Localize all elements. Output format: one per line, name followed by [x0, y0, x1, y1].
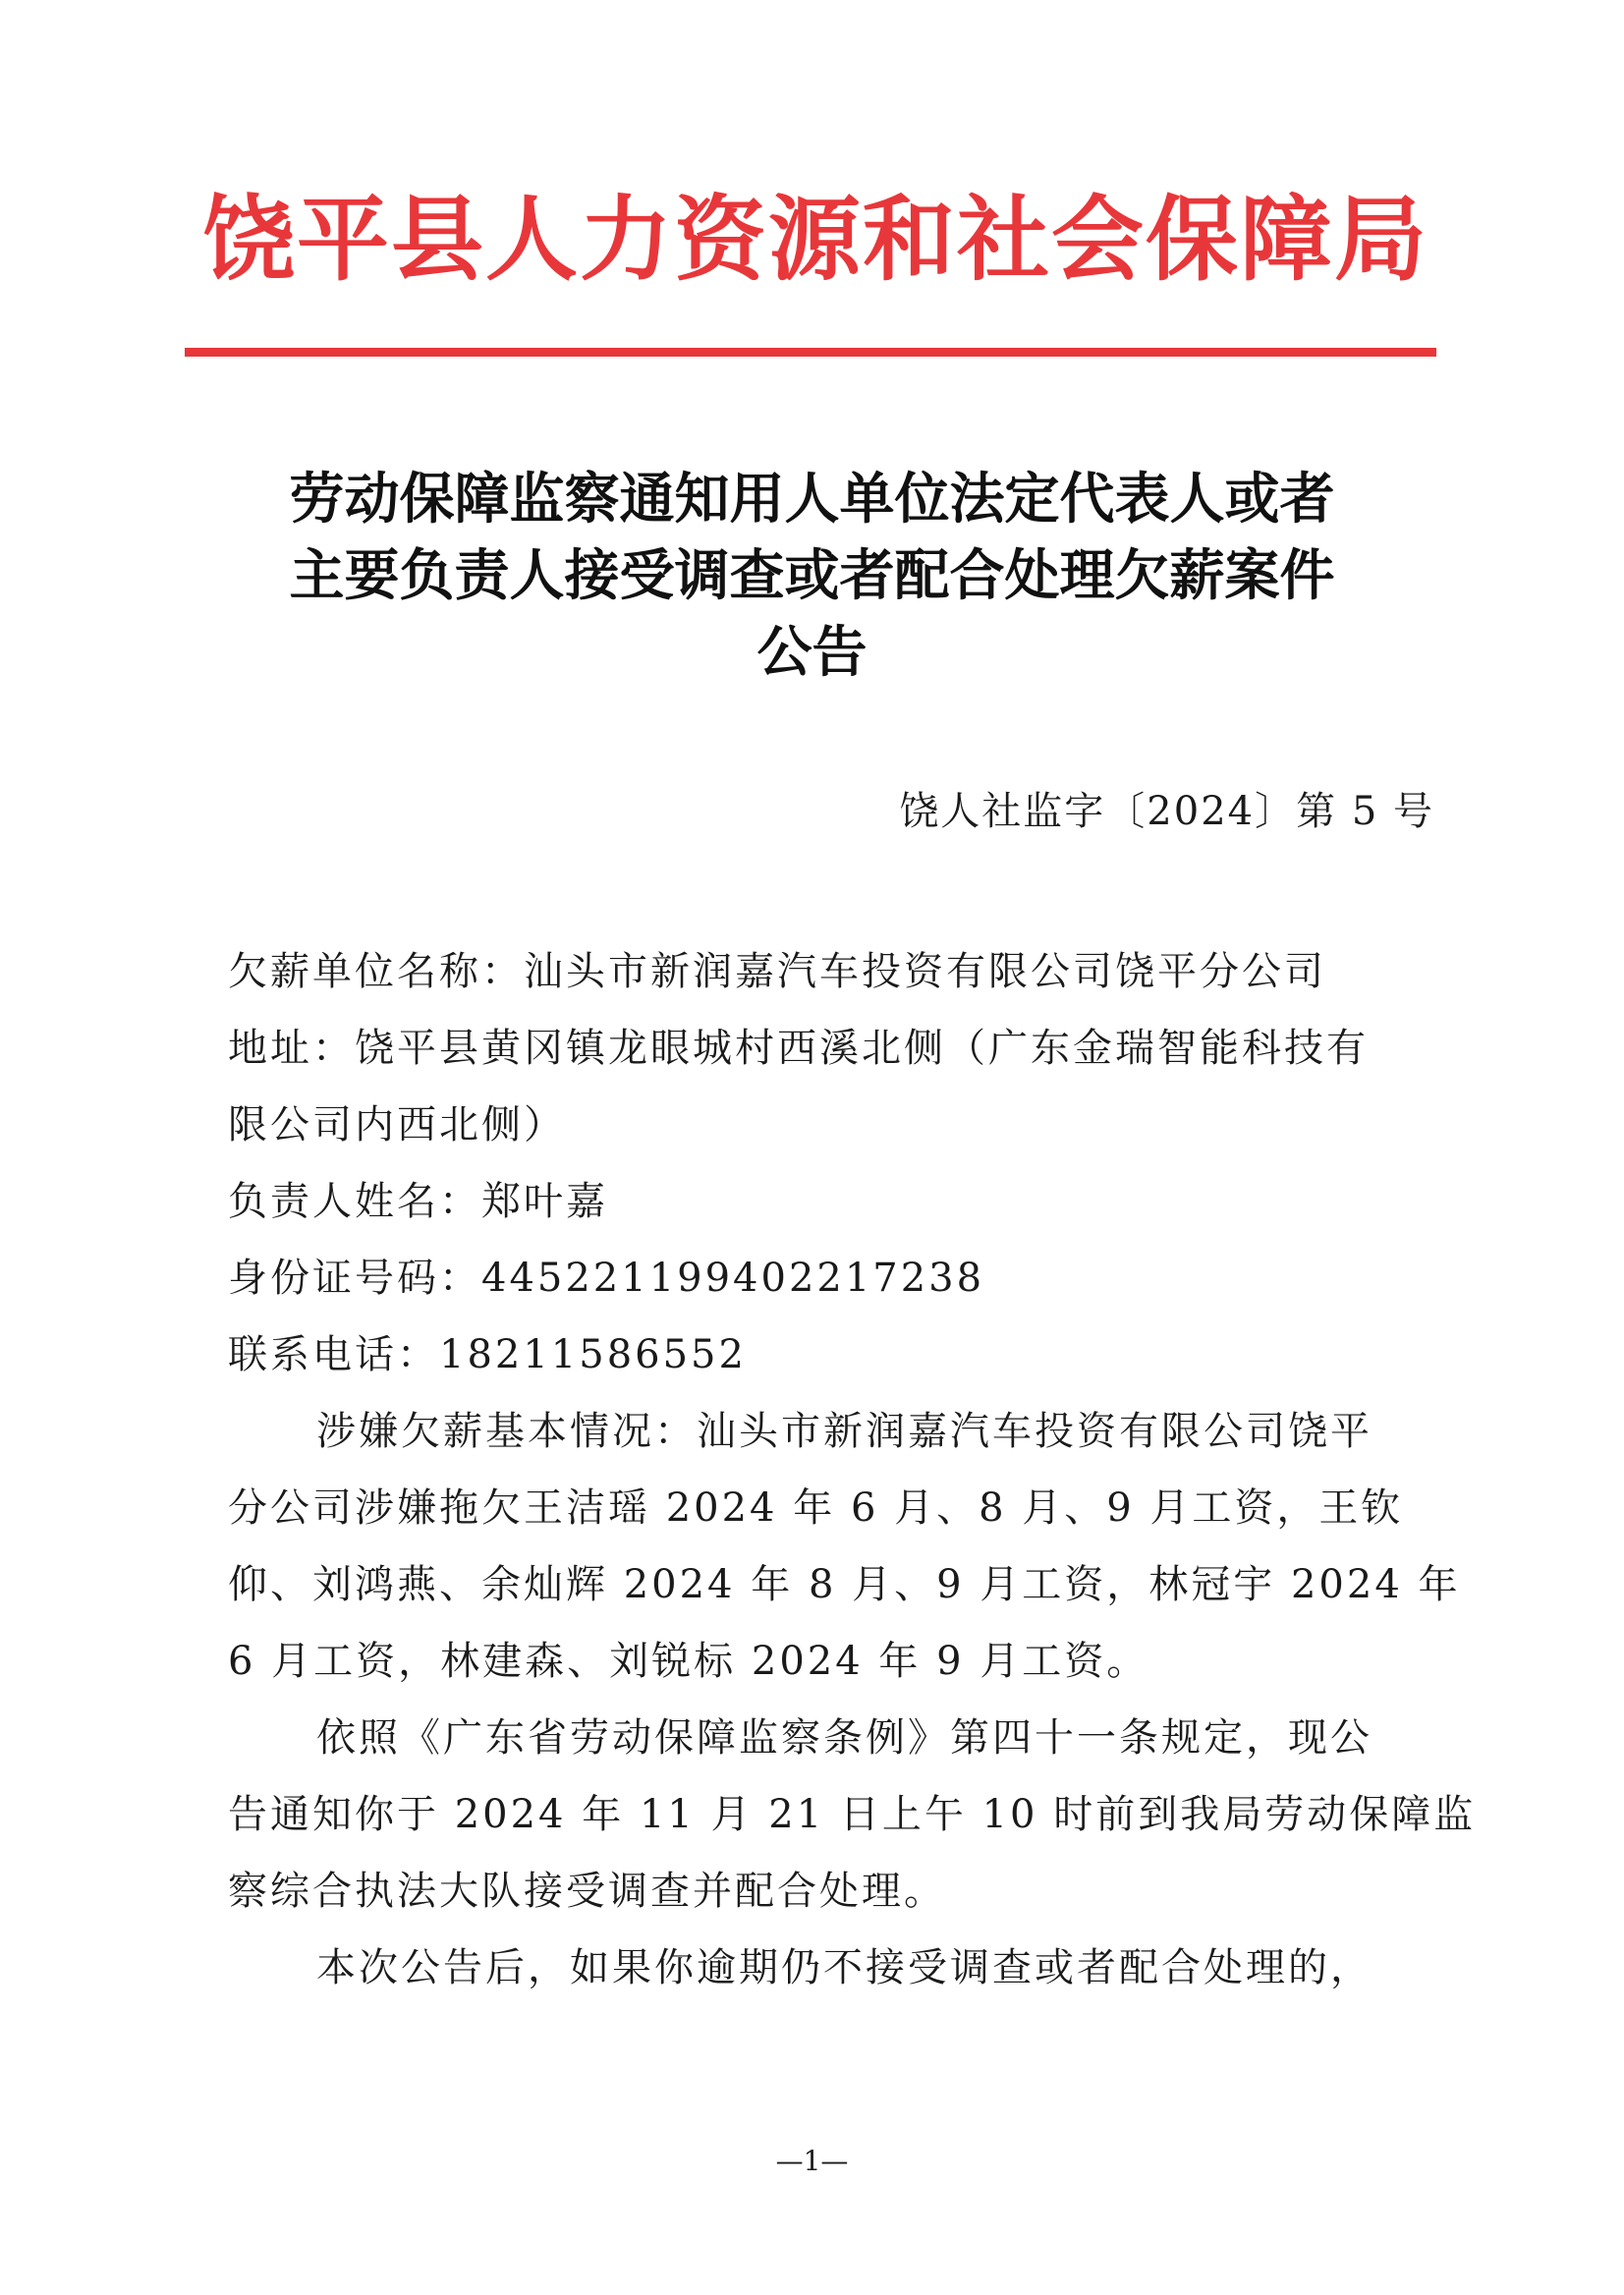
- responsible-person-field: 负责人姓名：郑叶嘉: [228, 1179, 608, 1224]
- red-header-rule: [185, 348, 1436, 357]
- document-number: 饶人社监字〔2024〕第 5 号: [899, 789, 1434, 834]
- paragraph-line: 涉嫌欠薪基本情况：汕头市新润嘉汽车投资有限公司饶平: [316, 1409, 1372, 1454]
- paragraph-line: 本次公告后，如果你逾期仍不接受调查或者配合处理的，: [316, 1945, 1372, 1990]
- page-number: —1—: [775, 2145, 849, 2177]
- address-field-line-1: 地址：饶平县黄冈镇龙眼城村西溪北侧（广东金瑞智能科技有: [228, 1026, 1369, 1071]
- paragraph-line: 依照《广东省劳动保障监察条例》第四十一条规定，现公: [316, 1715, 1372, 1761]
- paragraph-consequence: [228, 1930, 1436, 2006]
- case-info-fields: [228, 933, 1436, 1393]
- company-name-field: 欠薪单位名称：汕头市新润嘉汽车投资有限公司饶平分公司: [228, 949, 1326, 994]
- title-line-1: 劳动保障监察通知用人单位法定代表人或者: [289, 468, 1335, 532]
- title-line-2: 主要负责人接受调查或者配合处理欠薪案件: [289, 544, 1335, 608]
- paragraph-legal-basis: [228, 1700, 1477, 1930]
- organization-header: 饶平县人力资源和社会保障局: [201, 187, 1428, 294]
- document-title: [196, 462, 1428, 692]
- paragraph-line: 告通知你于 2024 年 11 月 21 日上午 10 时前到我局劳动保障监: [228, 1792, 1477, 1837]
- notice-body: [228, 1393, 1477, 2006]
- phone-field: 联系电话：18211586552: [228, 1332, 747, 1377]
- paragraph-line: 察综合执法大队接受调查并配合处理。: [228, 1869, 946, 1914]
- paragraph-wage-arrears: [228, 1393, 1461, 1700]
- address-field-line-2: 限公司内西北侧）: [228, 1102, 566, 1148]
- paragraph-line: 仰、刘鸿燕、余灿辉 2024 年 8 月、9 月工资，林冠宇 2024 年: [228, 1562, 1461, 1607]
- id-number-field: 身份证号码：445221199402217238: [228, 1256, 985, 1301]
- paragraph-line: 分公司涉嫌拖欠王洁瑶 2024 年 6 月、8 月、9 月工资，王钦: [228, 1485, 1404, 1531]
- title-line-3: 公告: [756, 621, 868, 685]
- paragraph-line: 6 月工资，林建森、刘锐标 2024 年 9 月工资。: [228, 1639, 1149, 1684]
